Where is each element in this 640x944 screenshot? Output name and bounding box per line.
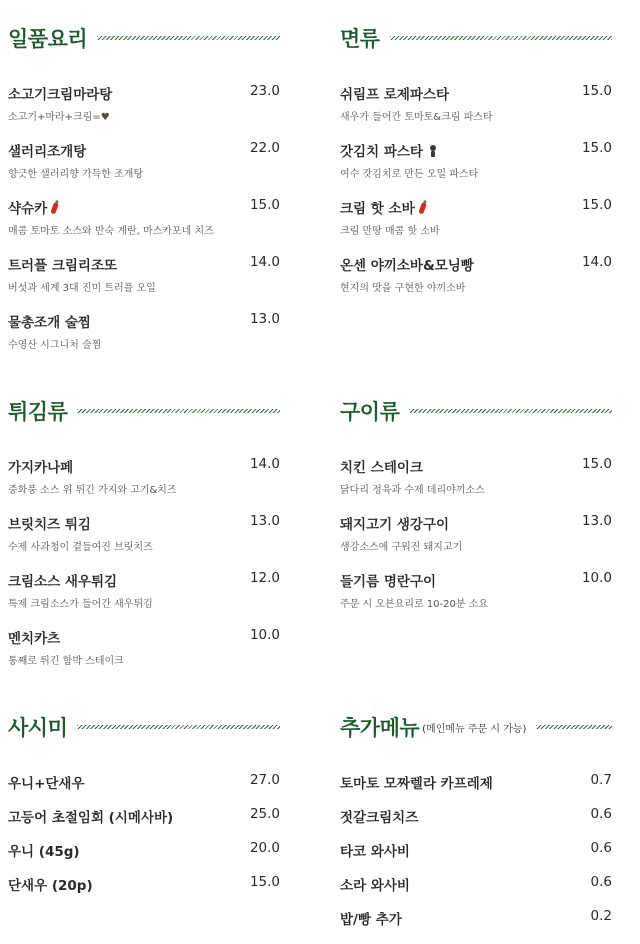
section-header [8,397,280,425]
menu-item-price: 10.0 [249,627,280,643]
menu-item-name: 타코 와사비 [340,844,410,860]
menu-item-name: 밥/빵 추가 [340,912,402,928]
menu-item-name: 돼지고기 생강구이 [340,517,450,533]
menu-item-name: 단새우 (20p) [8,878,93,894]
menu-item-price: 27.0 [249,772,280,788]
menu-item-name: 트러플 크림리조또 [8,258,118,274]
menu-item [8,140,280,197]
menu-item-price: 14.0 [249,456,280,472]
menu-item-price: 15.0 [581,456,612,472]
menu-item [8,840,280,874]
menu-item-desc: 수제 사과청이 곁들여진 브릿치즈 [8,542,153,553]
menu-item-name: 샥슈카 [8,197,280,217]
menu-item-desc: 매콤 토마토 소스와 반숙 계란, 마스카포네 치즈 [8,226,214,237]
menu-item [8,83,280,140]
menu-item-price: 14.0 [581,254,612,270]
menu-item-price: 0.6 [590,806,612,822]
chili-icon [418,202,426,214]
menu-item-price: 13.0 [249,513,280,529]
menu-item-price: 12.0 [249,570,280,586]
menu-item-price: 13.0 [249,311,280,327]
menu-item [8,197,280,254]
section-divider [77,409,280,413]
section-note: (메인메뉴 주문 시 가능) [422,723,527,735]
menu-item-desc: 소고기+마라+크림=♥ [8,112,110,123]
menu-item-desc: 크림 만땅 매콤 핫 소바 [340,226,440,237]
menu-item-name: 브릿치즈 튀김 [8,517,91,533]
menu-item [340,456,612,513]
menu-item-name: 우니 (45g) [8,844,80,860]
menu-item-name: 멘치카츠 [8,631,61,647]
section-header [340,713,612,741]
menu-item-price: 0.6 [590,840,612,856]
menu-item-desc: 닭다리 정육과 수제 데리야끼소스 [340,485,485,496]
menu-item-name: 크림소스 새우튀김 [8,574,118,590]
section-divider [536,725,612,729]
menu-item-price: 25.0 [249,806,280,822]
menu-item [340,908,612,942]
menu-item-price: 15.0 [581,197,612,213]
section-extras [340,713,612,942]
menu-item [8,874,280,908]
menu-item-desc: 통째로 튀긴 함박 스테이크 [8,656,124,667]
section-title: 추가메뉴 [340,716,420,740]
menu-item-desc: 현지의 맛을 구현한 야끼소바 [340,283,466,294]
section-divider [97,36,280,40]
menu-item-desc: 특제 크림소스가 들어간 새우튀김 [8,599,153,610]
menu-item [8,456,280,513]
menu-item-name: 들기름 명란구이 [340,574,436,590]
chili-icon [50,202,58,214]
menu-item-name: 온센 야끼소바&모닝빵 [340,258,474,274]
menu-item [340,254,612,311]
menu-item [8,772,280,806]
menu-item-price: 10.0 [581,570,612,586]
menu-item [340,874,612,908]
menu-item-price: 22.0 [249,140,280,156]
section-sashimi [8,713,280,908]
menu-item [8,806,280,840]
heart-icon: ♥ [100,112,110,123]
menu-item-name: 소라 와사비 [340,878,410,894]
menu-item-price: 15.0 [249,874,280,890]
menu-item-desc: 향긋한 샐러리향 가득한 조개탕 [8,169,144,180]
menu-item-price: 0.6 [590,874,612,890]
person-icon [428,145,438,157]
menu-item [340,140,612,197]
section-divider [77,725,280,729]
section-ilpum [8,24,280,368]
menu-item-name: 쉬림프 로제파스타 [340,87,450,103]
menu-item [340,513,612,570]
menu-item-price: 14.0 [249,254,280,270]
menu-item-desc: 생강소스에 구워진 돼지고기 [340,542,463,553]
menu-item-name: 물총조개 술찜 [8,315,91,331]
menu-item [8,513,280,570]
section-title: 일품요리 [8,27,88,51]
menu-item [8,627,280,684]
section-title: 사시미 [8,716,68,740]
menu-item-name: 갓김치 파스타 [340,140,612,160]
menu-item-name: 젓갈크림치즈 [340,810,419,826]
menu-item-name: 크림 핫 소바 [340,197,612,217]
section-title: 구이류 [340,400,400,424]
section-fried [8,397,280,684]
section-header [8,713,280,741]
menu-item [340,197,612,254]
menu-item [8,570,280,627]
menu-item-desc: 버섯과 세계 3대 진미 트러플 오일 [8,283,156,294]
menu-item-desc: 여수 갓김치로 만든 오일 파스타 [340,169,479,180]
menu-item-desc: 새우가 들어간 토마토&크림 파스타 [340,112,493,123]
menu-item-name: 고등어 초절임회 (시메사바) [8,810,174,826]
menu-item-name: 치킨 스테이크 [340,460,423,476]
menu-item-desc: 중화풍 소스 위 튀긴 가지와 고기&치즈 [8,485,177,496]
section-title: 면류 [340,27,380,51]
menu-item-price: 15.0 [581,83,612,99]
section-title: 튀김류 [8,400,68,424]
menu-item [340,806,612,840]
section-divider [390,36,612,40]
menu-item [8,311,280,368]
section-grill [340,397,612,627]
menu-item [340,83,612,140]
menu-item [340,570,612,627]
menu-item-desc: 주문 시 오븐요리로 10-20분 소요 [340,599,489,610]
menu-item-price: 23.0 [249,83,280,99]
menu-item-price: 0.2 [590,908,612,924]
menu-item [340,772,612,806]
section-noodles [340,24,612,311]
menu-item-name: 소고기크림마라탕 [8,87,113,103]
section-header [340,397,612,425]
menu-item-name: 토마토 모짜렐라 카프레제 [340,776,493,792]
section-header [8,24,280,52]
section-header [340,24,612,52]
menu-item-desc: 수영산 시그니처 술찜 [8,340,102,351]
menu-item-name: 우니+단새우 [8,776,85,792]
menu-item-price: 20.0 [249,840,280,856]
menu-item-price: 15.0 [581,140,612,156]
menu-item-price: 0.7 [590,772,612,788]
section-divider [409,409,612,413]
menu-item [8,254,280,311]
menu-item-price: 13.0 [581,513,612,529]
menu-item-name: 가지카나페 [8,460,74,476]
menu-item [340,840,612,874]
menu-item-name: 샐러리조개탕 [8,144,87,160]
menu-item-price: 15.0 [249,197,280,213]
